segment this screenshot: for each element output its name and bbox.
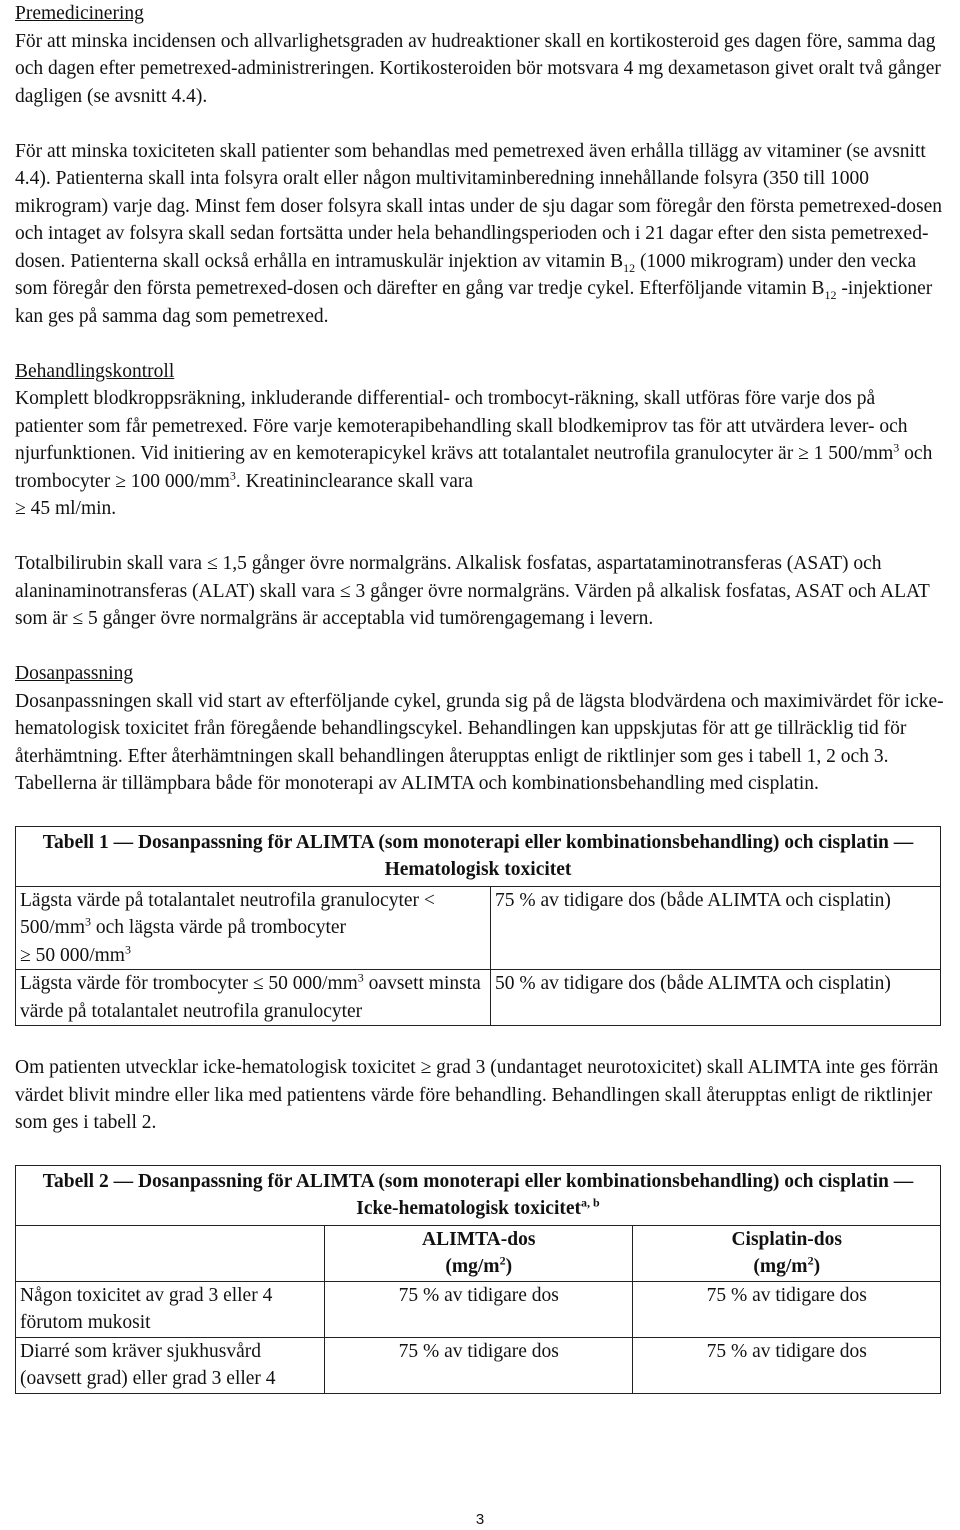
table-2-row-alimta: 75 % av tidigare dos — [325, 1337, 633, 1393]
table-2-caption: Tabell 2 — Dosanpassning för ALIMTA (som monoterapi eller kombinationsbehandling) och cisplatin — Icke-hematologisk toxicitet$^{a, b}$ — [16, 1165, 941, 1225]
paragraph-premed-1: För att minska incidensen och allvarlighetsgraden av hudreaktioner skall en kortikosteroid ges dagen före, samma dag och dagen efter pemetrexed-administreringen. Kortikosteroiden bör motsvara 4 mg dexametason givet oralt två gånger dagligen (se avsnitt 4.4). — [15, 30, 941, 107]
table-1-r2c1: Lägsta värde för trombocyter ≤ 50 $000/mm^3$ oavsett minsta värde på totalantalet neutrofila granulocyter — [16, 970, 491, 1026]
page-number: 3 — [475, 1511, 485, 1528]
table-2-header-empty — [16, 1225, 325, 1281]
paragraph-mid: Om patienten utvecklar icke-hematologisk toxicitet ≥ grad 3 (undantaget neurotoxicitet) skall ALIMTA inte ges förrän värdet blivit mindre eller lika med patientens värde före behandling. Behandlingen skall återupptas enligt de riktlinjer som ges i tabell 2. — [15, 1057, 939, 1133]
heading-premedicinering: Premedicinering — [15, 3, 144, 24]
table-1-r1c2: 75 % av tidigare dos (både ALIMTA och cisplatin) — [491, 886, 941, 970]
table-2-row-label: Diarré som kräver sjukhusvård (oavsett grad) eller grad 3 eller 4 — [16, 1337, 325, 1393]
paragraph-premed-2: För att minska toxiciteten skall patienter som behandlas med pemetrexed även erhålla tillägg av vitaminer (se avsnitt 4.4). Patienterna skall inta folsyra oralt eller någon multivitaminberedning innehållande folsyra (350 till 1000 mikrogram) varje dag. Minst fem doser folsyra skall intas under de sju dagar som föregår den första pemetrexed-dosen och intaget av folsyra skall sedan fortsätta under hela behandlingsperioden och i 21 dagar efter den sista pemetrexed-dosen. Patienterna skall också erhålla en intramuskulär injektion av vitamin $B_{12}$ (1000 mikrogram) under den vecka som föregår den första pemetrexed-dosen och därefter en gång var tredje cykel. Efterföljande vitamin $B_{12}$ -injektioner kan ges på samma dag som pemetrexed. — [15, 140, 943, 327]
table-row — [16, 1225, 941, 1281]
table-2 — [15, 1165, 941, 1394]
table-2-header-alimta: ALIMTA-dos $(mg/m^2)$ — [325, 1225, 633, 1281]
document-page — [15, 0, 945, 1394]
table-1 — [15, 826, 941, 1027]
table-2-row-cisplatin: 75 % av tidigare dos — [633, 1281, 941, 1337]
paragraph-kontroll-2: Totalbilirubin skall vara ≤ 1,5 gånger övre normalgräns. Alkalisk fosfatas, aspartataminotransferas (ASAT) och alaninaminotransferas (ALAT) skall vara ≤ 3 gånger övre normalgräns. Värden på alkalisk fosfatas, ASAT och ALAT som är ≤ 5 gånger övre normalgräns är acceptabla vid tumörengagemang i levern. — [15, 553, 930, 629]
table-1-caption: Tabell 1 — Dosanpassning för ALIMTA (som monoterapi eller kombinationsbehandling) och cisplatin — Hematologisk toxicitet — [16, 826, 941, 886]
heading-behandlingskontroll: Behandlingskontroll — [15, 360, 175, 382]
table-row — [16, 886, 941, 970]
table-1-r1c1: Lägsta värde på totalantalet neutrofila granulocyter < $500/mm^3$ och lägsta värde på trombocyter ≥ 50 $000/mm^3$ — [16, 886, 491, 970]
paragraph-dos-1: Dosanpassningen skall vid start av efterföljande cykel, grunda sig på de lägsta blodvärdena och maximivärdet för icke-hematologisk toxicitet från föregående behandlingscykel. Behandlingen kan uppskjutas för att ge tillräcklig tid för återhämtning. Efter återhämtningen skall behandlingen återupptas enligt de riktlinjer som ges i tabell 1, 2 och 3. Tabellerna är tillämpbara både för monoterapi av ALIMTA och kombinationsbehandling med cisplatin. — [15, 690, 944, 794]
table-1-r2c2: 50 % av tidigare dos (både ALIMTA och cisplatin) — [491, 970, 941, 1026]
table-2-header-cisplatin: Cisplatin-dos $(mg/m^2)$ — [633, 1225, 941, 1281]
table-2-row-alimta: 75 % av tidigare dos — [325, 1281, 633, 1337]
heading-dosanpassning: Dosanpassning — [15, 663, 134, 684]
paragraph-kontroll-1: Komplett blodkroppsräkning, inkluderande differential- och trombocyt-räkning, skall utföras före varje dos på patienter som får pemetrexed. Före varje kemoterapibehandling skall blodkemiprov tas för att utvärdera lever- och njurfunktionen. Vid initiering av en kemoterapicykel krävs att totalantalet neutrofila granulocyter är ≥ 1 $500/mm^3$ och trombocyter ≥ 100 $000/mm^3$. Kreatininclearance skall vara ≥ 45 ml/min. — [15, 388, 933, 519]
table-row — [16, 1337, 941, 1393]
table-2-row-cisplatin: 75 % av tidigare dos — [633, 1337, 941, 1393]
table-row — [16, 1281, 941, 1337]
table-2-row-label: Någon toxicitet av grad 3 eller 4 förutom mukosit — [16, 1281, 325, 1337]
table-row — [16, 970, 941, 1026]
